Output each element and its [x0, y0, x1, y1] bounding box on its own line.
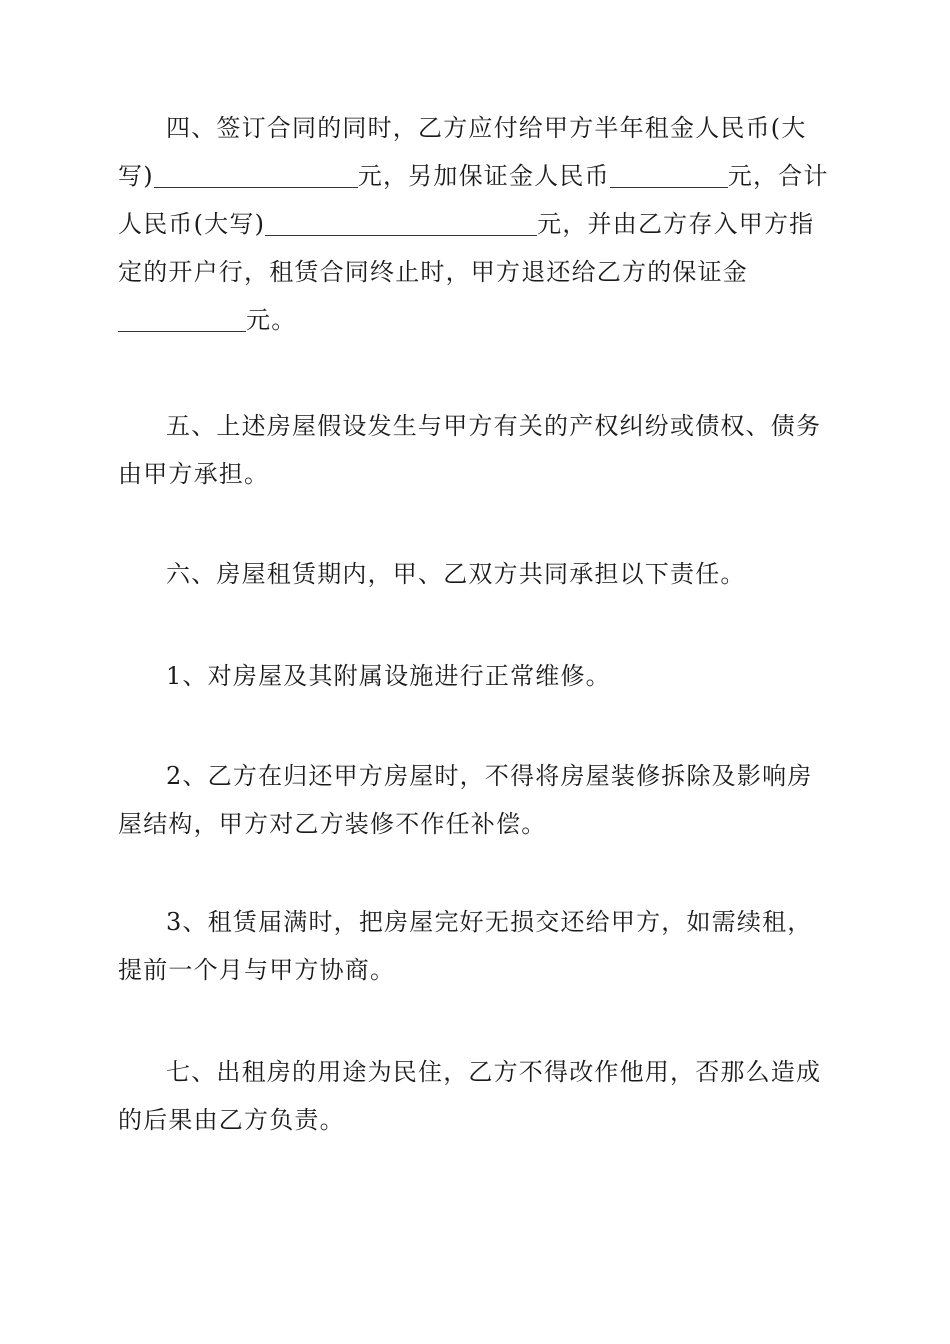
item-1-paragraph: 1、对房屋及其附属设施进行正常维修。: [166, 662, 611, 690]
total-amount-blank[interactable]: [265, 209, 537, 236]
clause-4-text-3: 元，合计人民币(大写): [118, 162, 829, 238]
deposit-refund-blank[interactable]: [118, 305, 246, 332]
rent-amount-blank[interactable]: [154, 161, 358, 188]
clause-6-paragraph: 六、房屋租赁期内，甲、乙双方共同承担以下责任。: [166, 560, 746, 588]
clause-4-text-4: 元，并由乙方存入甲方指定的开户行，租赁合同终止时，甲方退还给乙方的保证金: [118, 210, 815, 286]
clause-4-text-5: 元。: [246, 306, 297, 334]
clause-4-text-2: 元，另加保证金人民币: [357, 162, 610, 190]
clause-4-text-1: 四、签订合同的同时，乙方应付给甲方半年租金人民币(大写): [118, 114, 807, 190]
clause-5-paragraph: 五、上述房屋假设发生与甲方有关的产权纠纷或债权、债务由甲方承担。: [118, 412, 822, 488]
clause-4-paragraph: [118, 104, 834, 344]
clause-7-paragraph: 七、出租房的用途为民住，乙方不得改作他用，否那么造成的后果由乙方负责。: [118, 1058, 822, 1134]
item-3-paragraph: 3、租赁届满时，把房屋完好无损交还给甲方，如需续租，提前一个月与甲方协商。: [118, 908, 813, 984]
deposit-amount-blank[interactable]: [610, 161, 728, 188]
item-2-paragraph: 2、乙方在归还甲方房屋时，不得将房屋装修拆除及影响房屋结构，甲方对乙方装修不作任补偿。: [118, 762, 813, 838]
